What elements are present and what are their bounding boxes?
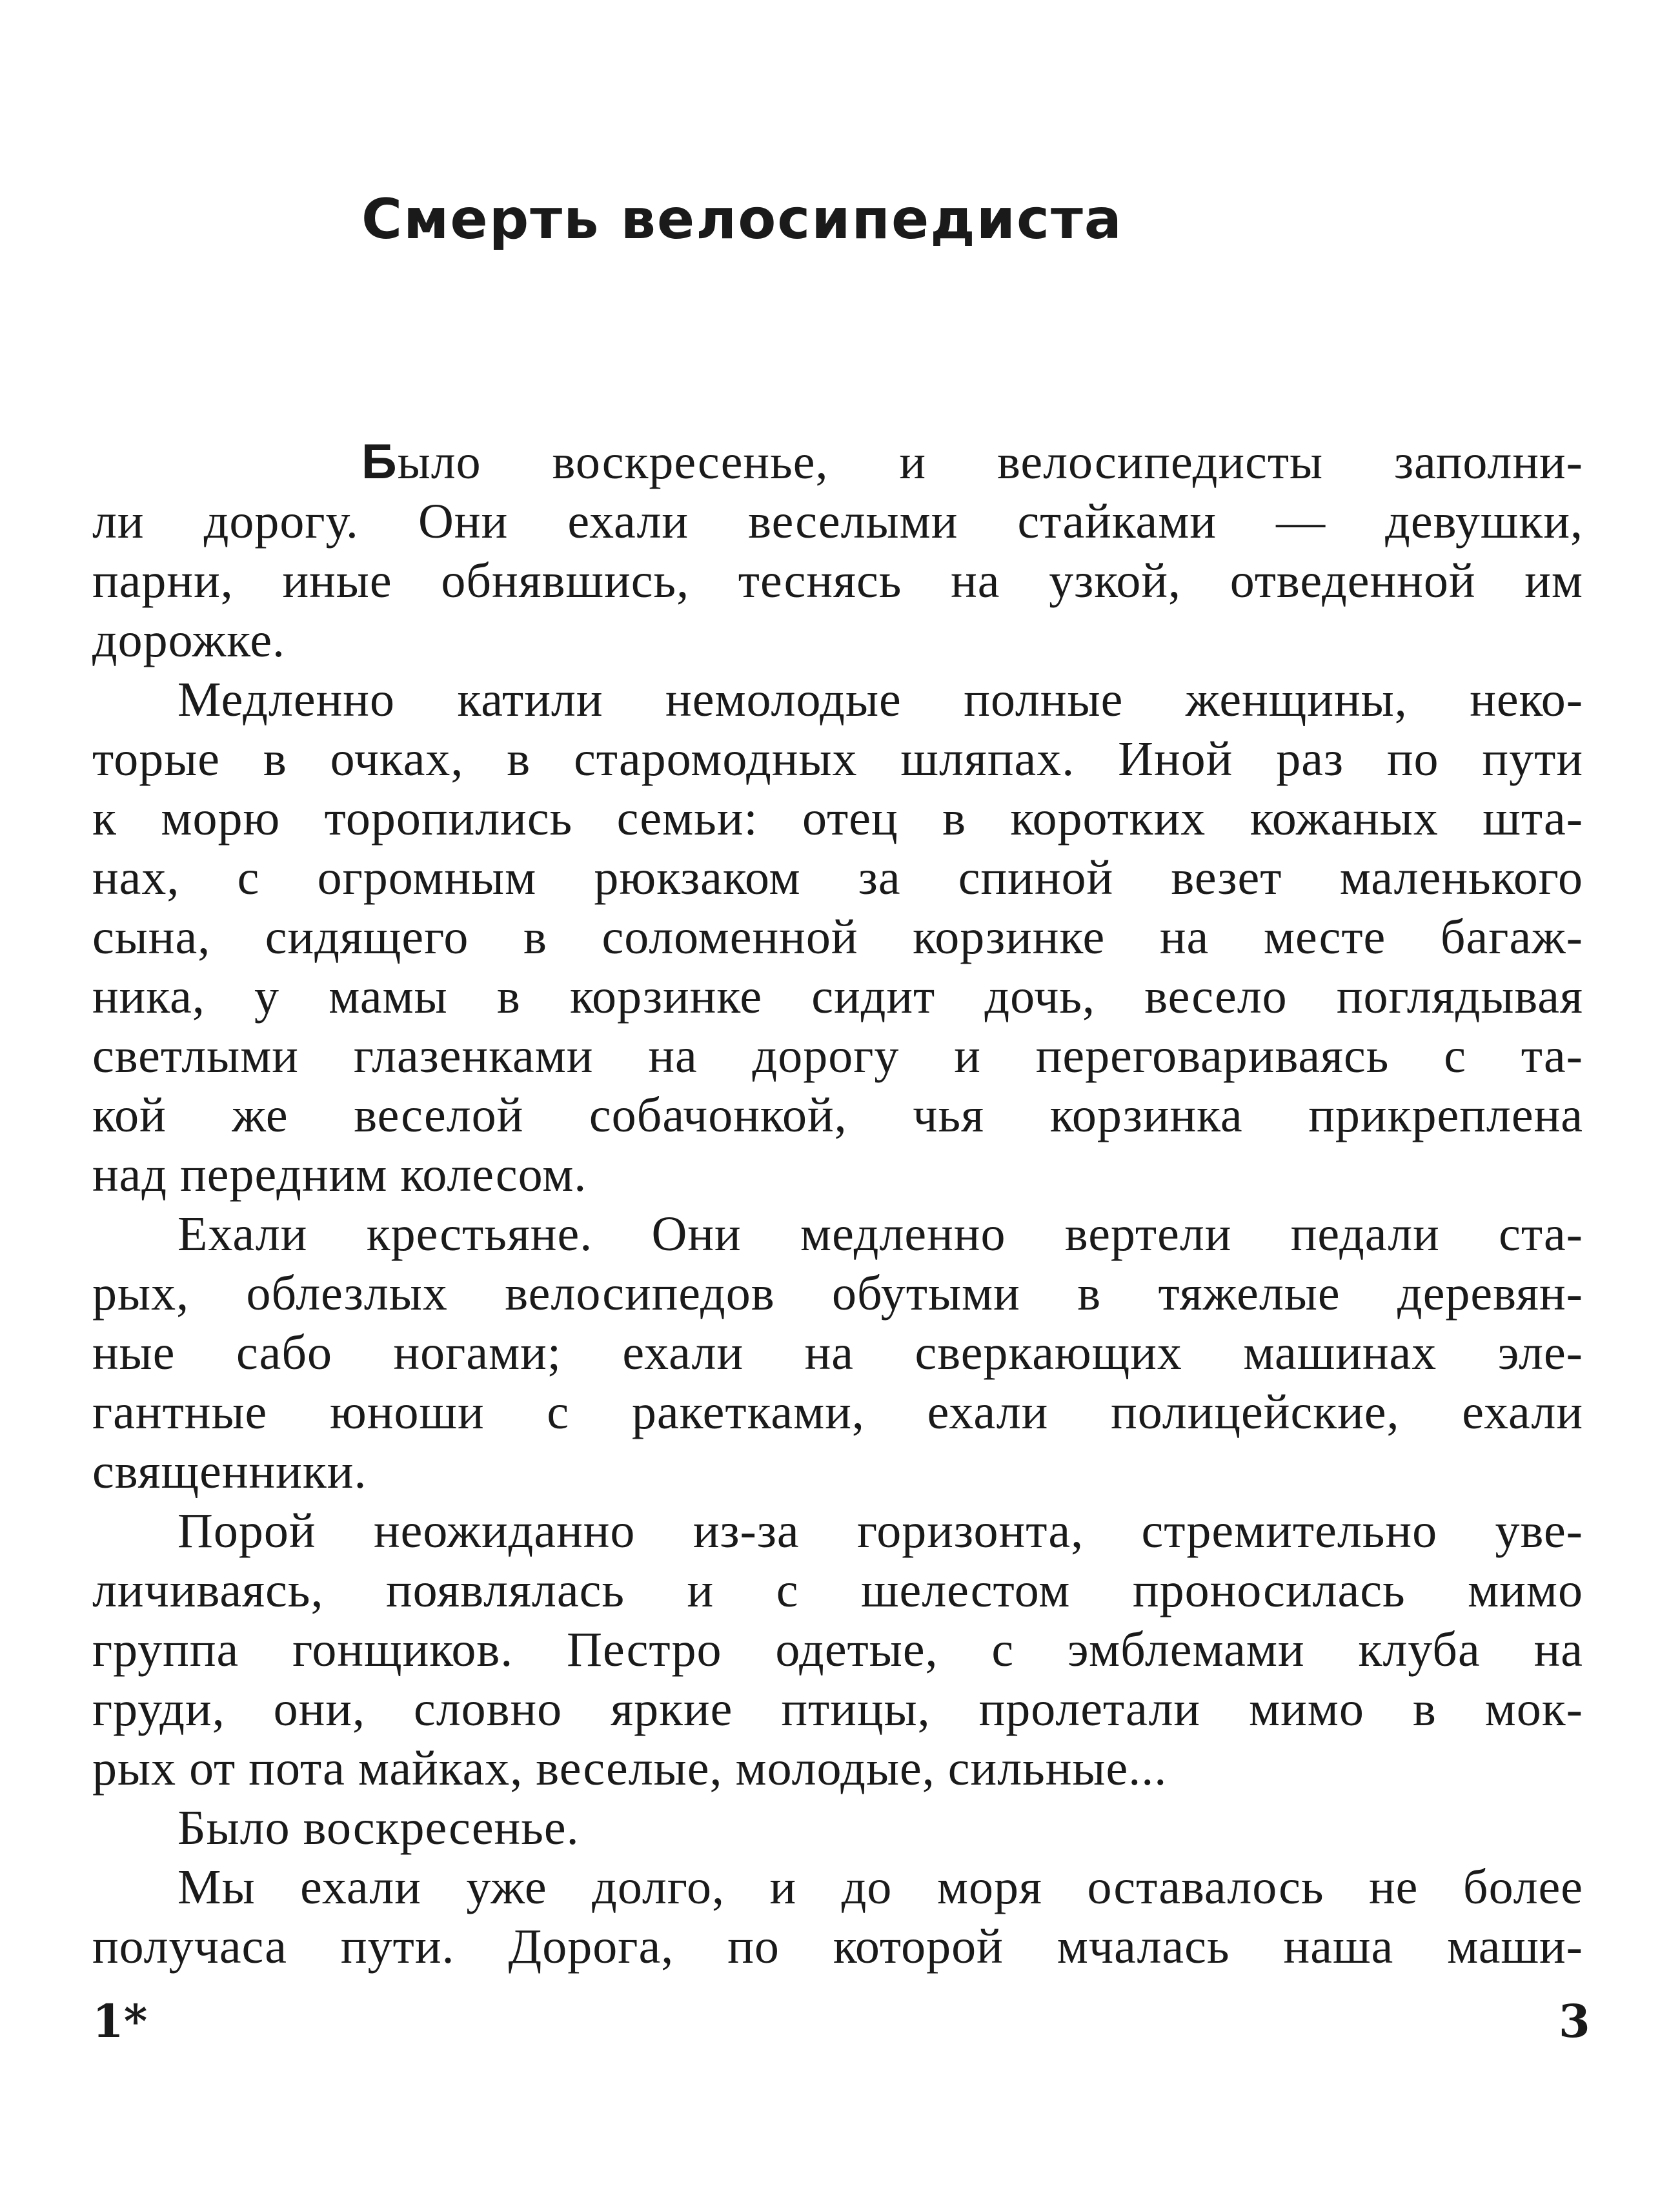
text-line: священники. [92, 1444, 367, 1499]
text-line: нах, с огромным рюкзаком за спиной везет маленького [92, 851, 1583, 905]
signature-mark: 1* [92, 1994, 148, 2048]
text-line: кой же веселой собачонкой, чья корзинка прикреплена [92, 1088, 1583, 1142]
drop-cap: Б [361, 434, 398, 489]
text-line: Медленно катили немолодые полные женщины, неко- [177, 673, 1583, 727]
page-number: 3 [1559, 1994, 1590, 2048]
text-line: парни, иные обнявшись, теснясь на узкой, отведенной им [92, 554, 1583, 608]
text-line: дорожке. [92, 613, 286, 667]
text-line: ника, у мамы в корзинке сидит дочь, весело поглядывая [92, 969, 1583, 1024]
text-line: ли дорогу. Они ехали веселыми стайками — девушки, [92, 494, 1583, 549]
text-line: группа гонщиков. Пестро одетые, с эмблемами клуба на [92, 1623, 1583, 1677]
chapter-title: Смерть велосипедиста [361, 187, 1123, 252]
text-line: над передним колесом. [92, 1148, 587, 1202]
text-line: личиваясь, появлялась и с шелестом проносилась мимо [92, 1563, 1583, 1617]
text-line: груди, они, словно яркие птицы, пролетали мимо в мок- [92, 1682, 1583, 1736]
text-line: Мы ехали уже долго, и до моря оставалось не более [177, 1860, 1583, 1914]
text-line: рых от пота майках, веселые, молодые, сильные... [92, 1741, 1168, 1796]
text-line: Было воскресенье, и велосипедисты заполни- [361, 434, 1583, 489]
text-line: ные сабо ногами; ехали на сверкающих машинах эле- [92, 1326, 1583, 1380]
text-line: светлыми глазенками на дорогу и переговариваясь с та- [92, 1029, 1583, 1083]
text-line: Было воскресенье. [177, 1801, 580, 1855]
text-line: получаса пути. Дорога, по которой мчалась наша маши- [92, 1919, 1583, 1974]
text-line: к морю торопились семьи: отец в коротких кожаных шта- [92, 791, 1583, 846]
text-line: рых, облезлых велосипедов обутыми в тяжелые деревян- [92, 1266, 1583, 1321]
text-line: Ехали крестьяне. Они медленно вертели педали ста- [177, 1207, 1583, 1261]
text-line: гантные юноши с ракетками, ехали полицейские, ехали [92, 1385, 1583, 1439]
text-line: сына, сидящего в соломенной корзинке на месте багаж- [92, 910, 1583, 964]
text-line: Порой неожиданно из-за горизонта, стремительно уве- [177, 1504, 1583, 1558]
text-line: торые в очках, в старомодных шляпах. Иной раз по пути [92, 732, 1583, 786]
